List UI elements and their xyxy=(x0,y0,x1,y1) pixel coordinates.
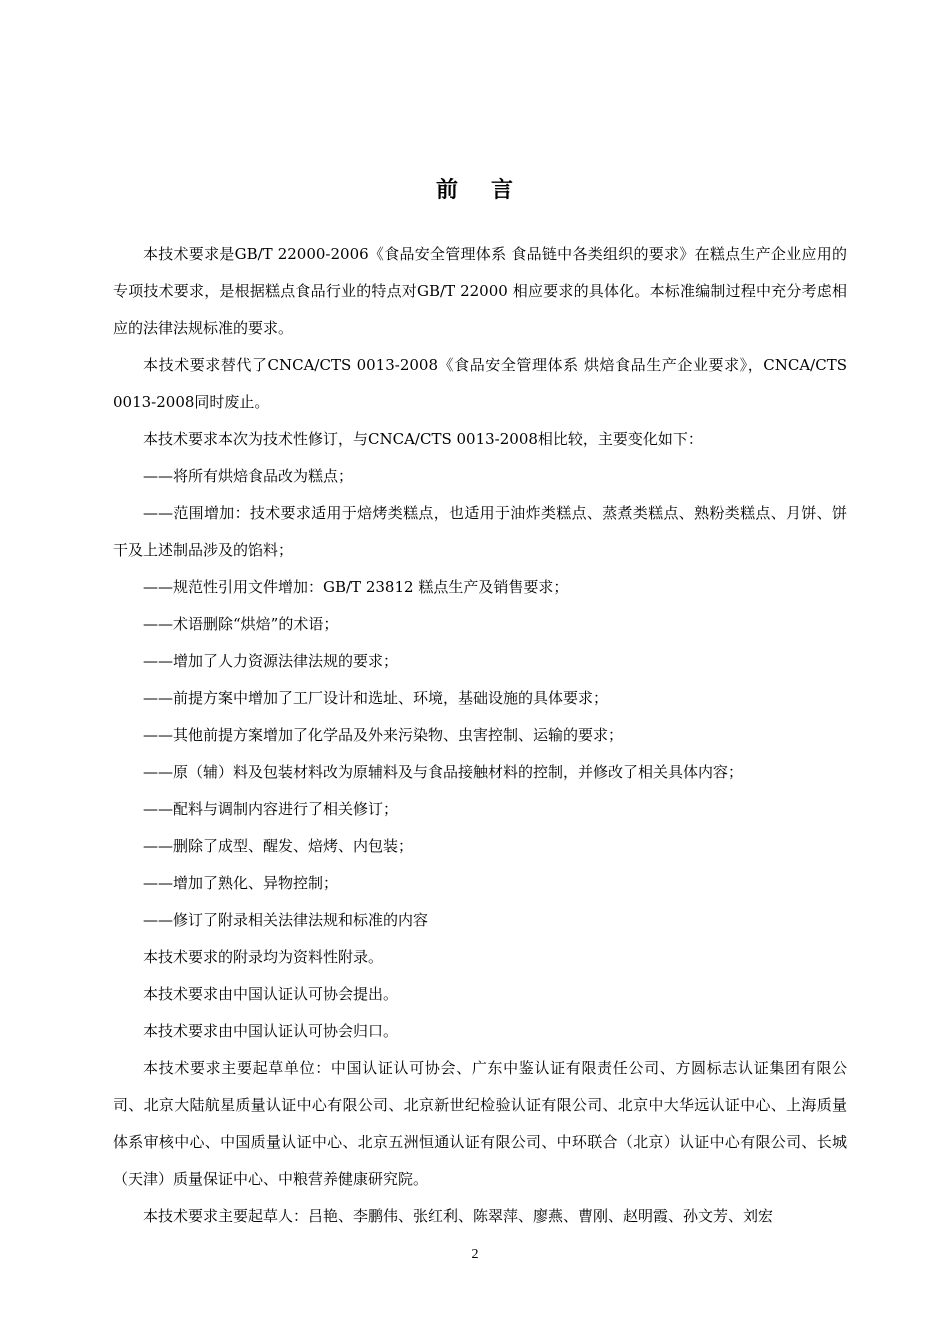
paragraph-appendix: 本技术要求的附录均为资料性附录。 xyxy=(143,948,384,966)
change-item: ——增加了熟化、异物控制； xyxy=(143,874,339,892)
paragraph-intro: 本技术要求是GB/T 22000-2006《食品安全管理体系 食品链中各类组织的要求》在糕点生产企业应用的专项技术要求，是根据糕点食品行业的特点对GB/T 22000 相应要求的具体化。本标准编制过程中充分考虑相应的法律法规标准的要求。 xyxy=(113,245,847,337)
title-char-2: 言 xyxy=(491,178,515,203)
paragraph-drafting-units: 本技术要求主要起草单位：中国认证认可协会、广东中鉴认证有限责任公司、方圆标志认证集团有限公司、北京大陆航星质量认证中心有限公司、北京新世纪检验认证有限公司、北京中大华远认证中心、上海质量体系审核中心、中国质量认证中心、北京五洲恒通认证有限公司、中环联合（北京）认证中心有限公司、长城（天津）质量保证中心、中粮营养健康研究院。 xyxy=(113,1059,847,1188)
change-item: ——修订了附录相关法律法规和标准的内容 xyxy=(143,911,429,929)
change-item: ——范围增加：技术要求适用于焙烤类糕点，也适用于油炸类糕点、蒸煮类糕点、熟粉类糕点、月饼、饼干及上述制品涉及的馅料； xyxy=(113,504,847,559)
change-item: ——配料与调制内容进行了相关修订； xyxy=(143,800,399,818)
change-item: ——其他前提方案增加了化学品及外来污染物、虫害控制、运输的要求； xyxy=(143,726,624,744)
paragraph-drafters: 本技术要求主要起草人：吕艳、李鹏伟、张红利、陈翠萍、廖燕、曹刚、赵明霞、孙文芳、刘宏 xyxy=(143,1207,774,1225)
paragraph-replacement: 本技术要求替代了CNCA/CTS 0013-2008《食品安全管理体系 烘焙食品生产企业要求》，CNCA/CTS 0013-2008同时废止。 xyxy=(113,356,847,411)
change-item: ——删除了成型、醒发、焙烤、内包装； xyxy=(143,837,414,855)
page-title xyxy=(0,173,950,209)
paragraph-proposed-by: 本技术要求由中国认证认可协会提出。 xyxy=(143,985,399,1003)
paragraph-centralized-by: 本技术要求由中国认证认可协会归口。 xyxy=(143,1022,399,1040)
change-item: ——原（辅）料及包装材料改为原辅料及与食品接触材料的控制，并修改了相关具体内容； xyxy=(143,763,744,781)
change-item: ——将所有烘焙食品改为糕点； xyxy=(143,467,354,485)
title-char-1: 前 xyxy=(435,178,459,203)
paragraph-changes-intro: 本技术要求本次为技术性修订，与CNCA/CTS 0013-2008相比较，主要变化如下： xyxy=(143,430,703,448)
change-item: ——规范性引用文件增加：GB/T 23812 糕点生产及销售要求； xyxy=(143,578,569,596)
body-text xyxy=(113,236,847,1235)
change-item: ——增加了人力资源法律法规的要求； xyxy=(143,652,399,670)
page-number: 2 xyxy=(471,1247,479,1262)
change-item: ——前提方案中增加了工厂设计和选址、环境，基础设施的具体要求； xyxy=(143,689,609,707)
change-item: ——术语删除“烘焙”的术语； xyxy=(143,615,339,633)
